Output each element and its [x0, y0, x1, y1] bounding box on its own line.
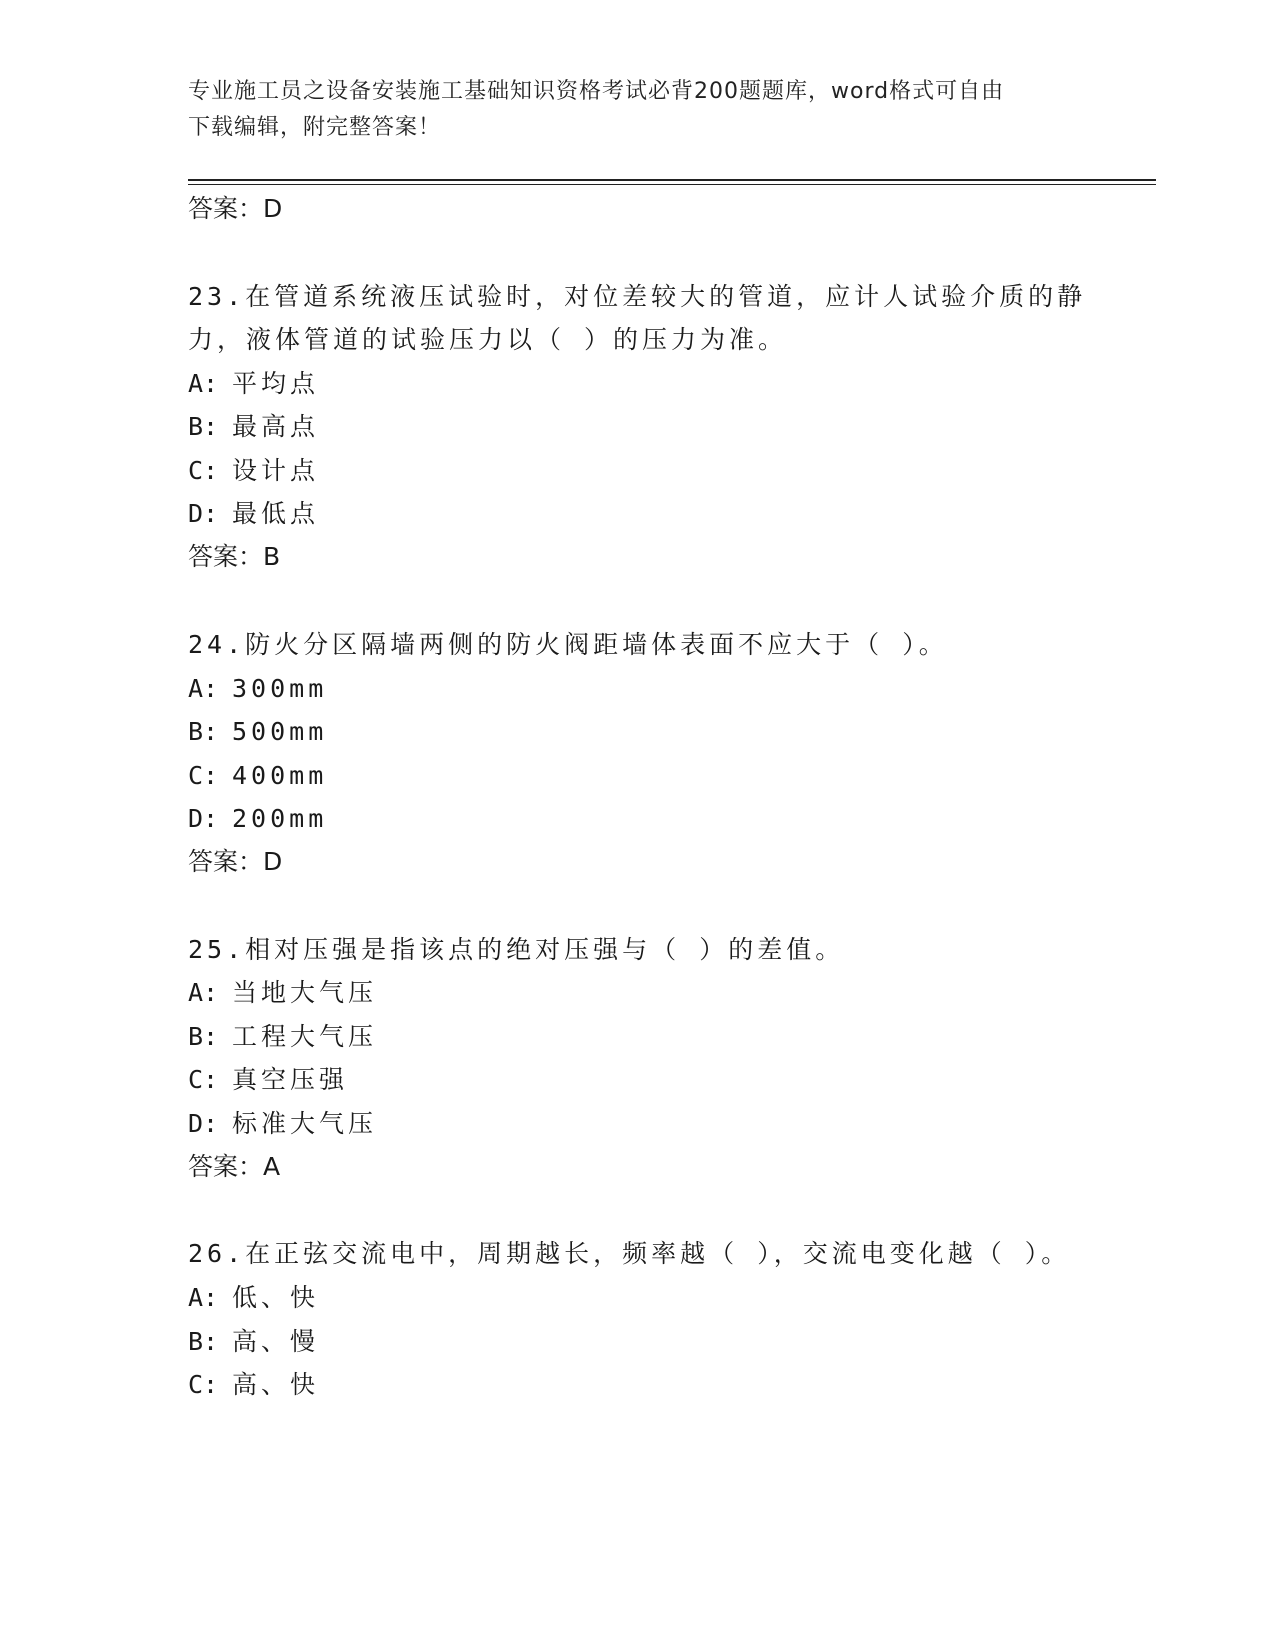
- question-24-stem-line-1: 24.防火分区隔墙两侧的防火阀距墙体表面不应大于（ ）。: [188, 630, 948, 659]
- option-text: 300mm: [232, 674, 328, 703]
- question-23-answer: 答案：B: [188, 542, 281, 571]
- header-divider-thick: [188, 179, 1156, 181]
- header-divider-thin: [188, 184, 1156, 185]
- option-text: 400mm: [232, 761, 328, 790]
- question-23-stem-line-1: 23.在管道系统液压试验时，对位差较大的管道，应计人试验介质的静: [188, 282, 1087, 311]
- option-text: 高、慢: [232, 1327, 320, 1356]
- option-text: 500mm: [232, 717, 328, 746]
- option-text: 平均点: [232, 369, 320, 398]
- option-text: 工程大气压: [232, 1022, 378, 1051]
- option-text: 设计点: [232, 456, 320, 485]
- header-line-1: 专业施工员之设备安装施工基础知识资格考试必背200题题库，word格式可自由: [188, 79, 1005, 104]
- option-text: 最低点: [232, 499, 320, 528]
- option-key: D:: [188, 804, 219, 833]
- option-key: C:: [188, 1065, 219, 1094]
- option-key: A:: [188, 978, 219, 1007]
- option-key: B:: [188, 1022, 219, 1051]
- option-text: 真空压强: [232, 1065, 349, 1094]
- option-key: A:: [188, 1283, 219, 1312]
- option-key: B:: [188, 1327, 219, 1356]
- option-key: C:: [188, 1370, 219, 1399]
- option-key: D:: [188, 1109, 219, 1138]
- option-text: 200mm: [232, 804, 328, 833]
- option-key: C:: [188, 456, 219, 485]
- question-26-option-b: [188, 1326, 319, 1358]
- question-24-answer: 答案：D: [188, 847, 283, 876]
- option-text: 最高点: [232, 412, 320, 441]
- question-25-option-c: [188, 1064, 348, 1096]
- document-header: [188, 74, 1088, 146]
- question-26-option-c: [188, 1369, 319, 1401]
- question-23-option-c: [188, 455, 319, 487]
- question-24-option-c: [188, 760, 327, 792]
- question-25-option-a: [188, 977, 377, 1009]
- option-key: D:: [188, 499, 219, 528]
- option-text: 低、快: [232, 1283, 320, 1312]
- question-24-option-b: [188, 716, 327, 748]
- question-24-option-d: [188, 803, 327, 835]
- option-key: B:: [188, 717, 219, 746]
- question-25-stem-line-1: 25.相对压强是指该点的绝对压强与（ ）的差值。: [188, 935, 845, 964]
- option-key: A:: [188, 674, 219, 703]
- option-key: B:: [188, 412, 219, 441]
- header-line-2: 下载编辑，附完整答案！: [188, 115, 442, 140]
- question-25-option-d: [188, 1108, 377, 1140]
- question-23-option-d: [188, 498, 319, 530]
- option-key: A:: [188, 369, 219, 398]
- question-23-stem-line-2: 力，液体管道的试验压力以（ ）的压力为准。: [188, 325, 788, 354]
- question-23-option-b: [188, 411, 319, 443]
- option-text: 标准大气压: [232, 1109, 378, 1138]
- question-25-option-b: [188, 1021, 377, 1053]
- previous-answer: 答案：D: [188, 194, 283, 223]
- question-25-answer: 答案：A: [188, 1152, 281, 1181]
- option-text: 当地大气压: [232, 978, 378, 1007]
- question-26-stem-line-1: 26.在正弦交流电中，周期越长，频率越（ ），交流电变化越（ ）。: [188, 1239, 1071, 1268]
- question-26-option-a: [188, 1282, 319, 1314]
- question-24-option-a: [188, 673, 327, 705]
- option-text: 高、快: [232, 1370, 320, 1399]
- question-23-option-a: [188, 368, 319, 400]
- option-key: C:: [188, 761, 219, 790]
